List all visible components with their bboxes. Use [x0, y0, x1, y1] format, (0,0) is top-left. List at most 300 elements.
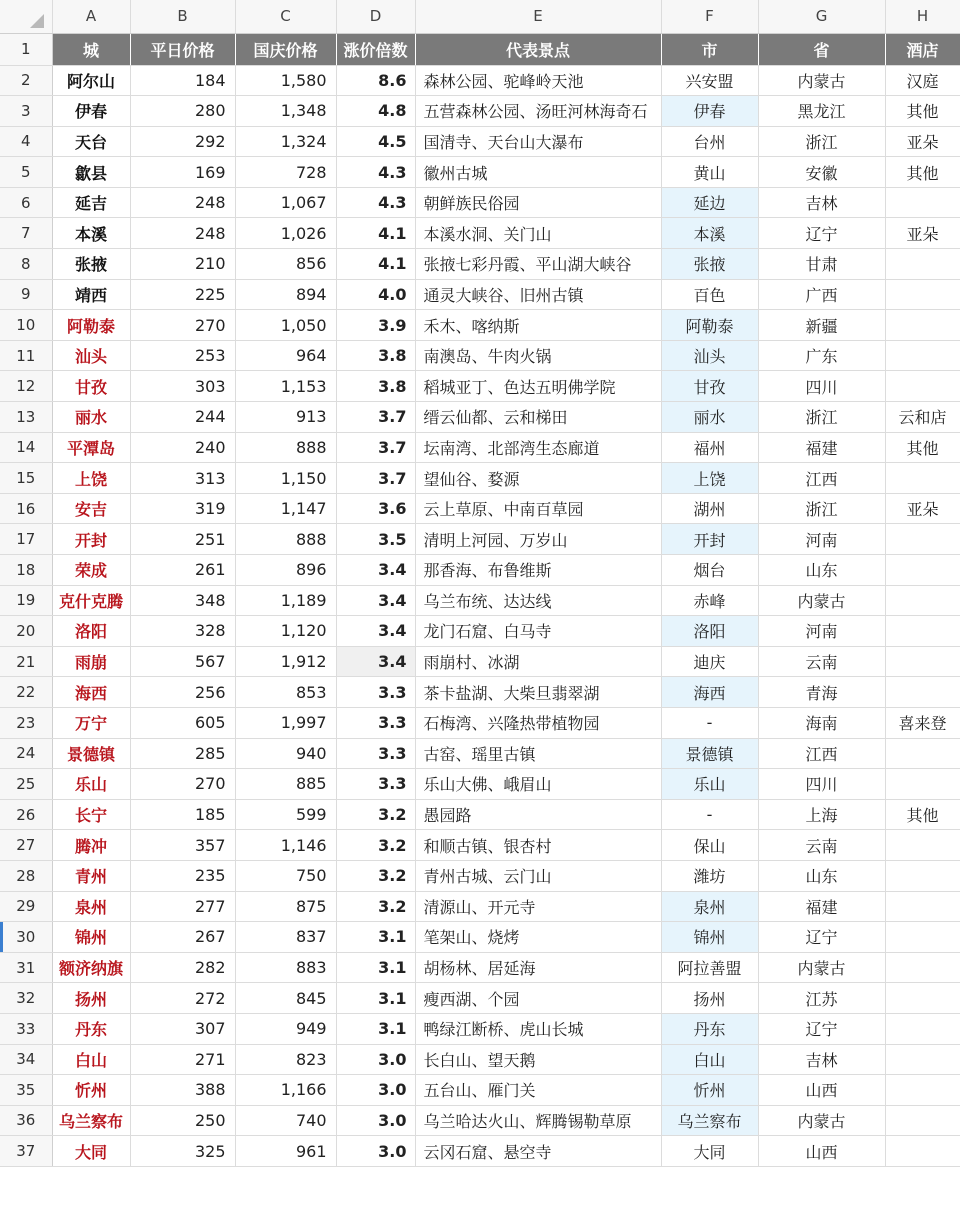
- national-day-price-cell[interactable]: 1,580: [235, 65, 336, 96]
- row-number[interactable]: 36: [0, 1105, 52, 1136]
- attractions-cell[interactable]: 坛南湾、北部湾生态廊道: [415, 432, 661, 463]
- weekday-price-cell[interactable]: 235: [130, 860, 235, 891]
- hotel-cell[interactable]: [885, 983, 960, 1014]
- city-cell[interactable]: 天台: [52, 126, 130, 157]
- national-day-price-cell[interactable]: 896: [235, 555, 336, 586]
- prefecture-cell[interactable]: 保山: [661, 830, 758, 861]
- attractions-cell[interactable]: 清明上河园、万岁山: [415, 524, 661, 555]
- national-day-price-cell[interactable]: 949: [235, 1013, 336, 1044]
- row-number[interactable]: 8: [0, 249, 52, 280]
- attractions-cell[interactable]: 龙门石窟、白马寺: [415, 616, 661, 647]
- prefecture-cell[interactable]: 丹东: [661, 1013, 758, 1044]
- attractions-cell[interactable]: 古窑、瑶里古镇: [415, 738, 661, 769]
- price-multiple-cell[interactable]: 3.2: [336, 860, 415, 891]
- city-cell[interactable]: 歙县: [52, 157, 130, 188]
- hotel-cell[interactable]: 亚朵: [885, 493, 960, 524]
- national-day-price-cell[interactable]: 837: [235, 922, 336, 953]
- row-number[interactable]: 2: [0, 65, 52, 96]
- price-multiple-cell[interactable]: 3.4: [336, 616, 415, 647]
- hotel-cell[interactable]: 其他: [885, 157, 960, 188]
- prefecture-cell[interactable]: 忻州: [661, 1075, 758, 1106]
- city-cell[interactable]: 伊春: [52, 96, 130, 127]
- weekday-price-cell[interactable]: 248: [130, 187, 235, 218]
- city-cell[interactable]: 丹东: [52, 1013, 130, 1044]
- city-cell[interactable]: 开封: [52, 524, 130, 555]
- national-day-price-cell[interactable]: 1,997: [235, 707, 336, 738]
- weekday-price-cell[interactable]: 357: [130, 830, 235, 861]
- city-cell[interactable]: 海西: [52, 677, 130, 708]
- province-cell[interactable]: 福建: [758, 432, 885, 463]
- province-cell[interactable]: 山东: [758, 860, 885, 891]
- select-all-corner-icon[interactable]: [30, 14, 44, 28]
- attractions-cell[interactable]: 徽州古城: [415, 157, 661, 188]
- price-multiple-cell[interactable]: 4.0: [336, 279, 415, 310]
- weekday-price-cell[interactable]: 225: [130, 279, 235, 310]
- prefecture-cell[interactable]: 上饶: [661, 463, 758, 494]
- price-multiple-cell[interactable]: 3.8: [336, 340, 415, 371]
- prefecture-cell[interactable]: 丽水: [661, 402, 758, 433]
- weekday-price-cell[interactable]: 272: [130, 983, 235, 1014]
- hotel-cell[interactable]: [885, 371, 960, 402]
- row-number[interactable]: 4: [0, 126, 52, 157]
- weekday-price-cell[interactable]: 210: [130, 249, 235, 280]
- prefecture-cell[interactable]: 乐山: [661, 769, 758, 800]
- province-cell[interactable]: 福建: [758, 891, 885, 922]
- weekday-price-cell[interactable]: 270: [130, 310, 235, 341]
- column-letter[interactable]: D: [336, 0, 415, 33]
- corner-cell[interactable]: [0, 0, 52, 33]
- row-number[interactable]: 10: [0, 310, 52, 341]
- city-cell[interactable]: 景德镇: [52, 738, 130, 769]
- attractions-cell[interactable]: 森林公园、驼峰岭天池: [415, 65, 661, 96]
- prefecture-cell[interactable]: 黄山: [661, 157, 758, 188]
- row-number[interactable]: 16: [0, 493, 52, 524]
- header-prefecture[interactable]: 市: [661, 33, 758, 65]
- province-cell[interactable]: 上海: [758, 799, 885, 830]
- price-multiple-cell[interactable]: 3.3: [336, 707, 415, 738]
- city-cell[interactable]: 扬州: [52, 983, 130, 1014]
- hotel-cell[interactable]: [885, 891, 960, 922]
- national-day-price-cell[interactable]: 728: [235, 157, 336, 188]
- attractions-cell[interactable]: 本溪水洞、关门山: [415, 218, 661, 249]
- row-number[interactable]: 30: [0, 922, 52, 953]
- national-day-price-cell[interactable]: 961: [235, 1136, 336, 1167]
- city-cell[interactable]: 乌兰察布: [52, 1105, 130, 1136]
- province-cell[interactable]: 广东: [758, 340, 885, 371]
- attractions-cell[interactable]: 缙云仙都、云和梯田: [415, 402, 661, 433]
- row-number[interactable]: 21: [0, 646, 52, 677]
- price-multiple-cell[interactable]: 3.1: [336, 922, 415, 953]
- hotel-cell[interactable]: [885, 616, 960, 647]
- hotel-cell[interactable]: [885, 922, 960, 953]
- province-cell[interactable]: 甘肃: [758, 249, 885, 280]
- price-multiple-cell[interactable]: 3.4: [336, 646, 415, 677]
- hotel-cell[interactable]: [885, 646, 960, 677]
- price-multiple-cell[interactable]: 3.3: [336, 769, 415, 800]
- row-number[interactable]: 13: [0, 402, 52, 433]
- national-day-price-cell[interactable]: 599: [235, 799, 336, 830]
- city-cell[interactable]: 汕头: [52, 340, 130, 371]
- hotel-cell[interactable]: [885, 524, 960, 555]
- province-cell[interactable]: 内蒙古: [758, 952, 885, 983]
- weekday-price-cell[interactable]: 280: [130, 96, 235, 127]
- price-multiple-cell[interactable]: 3.7: [336, 432, 415, 463]
- column-letter[interactable]: A: [52, 0, 130, 33]
- weekday-price-cell[interactable]: 319: [130, 493, 235, 524]
- prefecture-cell[interactable]: 潍坊: [661, 860, 758, 891]
- header-attractions[interactable]: 代表景点: [415, 33, 661, 65]
- hotel-cell[interactable]: 其他: [885, 96, 960, 127]
- province-cell[interactable]: 河南: [758, 616, 885, 647]
- city-cell[interactable]: 万宁: [52, 707, 130, 738]
- hotel-cell[interactable]: [885, 585, 960, 616]
- national-day-price-cell[interactable]: 856: [235, 249, 336, 280]
- prefecture-cell[interactable]: -: [661, 799, 758, 830]
- national-day-price-cell[interactable]: 964: [235, 340, 336, 371]
- national-day-price-cell[interactable]: 823: [235, 1044, 336, 1075]
- row-number[interactable]: 22: [0, 677, 52, 708]
- national-day-price-cell[interactable]: 740: [235, 1105, 336, 1136]
- hotel-cell[interactable]: [885, 340, 960, 371]
- hotel-cell[interactable]: [885, 1075, 960, 1106]
- attractions-cell[interactable]: 南澳岛、牛肉火锅: [415, 340, 661, 371]
- prefecture-cell[interactable]: 福州: [661, 432, 758, 463]
- column-letter[interactable]: F: [661, 0, 758, 33]
- hotel-cell[interactable]: [885, 830, 960, 861]
- weekday-price-cell[interactable]: 169: [130, 157, 235, 188]
- attractions-cell[interactable]: 那香海、布鲁维斯: [415, 555, 661, 586]
- city-cell[interactable]: 靖西: [52, 279, 130, 310]
- weekday-price-cell[interactable]: 388: [130, 1075, 235, 1106]
- national-day-price-cell[interactable]: 1,050: [235, 310, 336, 341]
- weekday-price-cell[interactable]: 248: [130, 218, 235, 249]
- weekday-price-cell[interactable]: 240: [130, 432, 235, 463]
- city-cell[interactable]: 安吉: [52, 493, 130, 524]
- prefecture-cell[interactable]: 景德镇: [661, 738, 758, 769]
- price-multiple-cell[interactable]: 3.4: [336, 585, 415, 616]
- prefecture-cell[interactable]: 台州: [661, 126, 758, 157]
- row-number[interactable]: 28: [0, 860, 52, 891]
- national-day-price-cell[interactable]: 1,912: [235, 646, 336, 677]
- hotel-cell[interactable]: [885, 677, 960, 708]
- column-letter[interactable]: C: [235, 0, 336, 33]
- row-number[interactable]: 31: [0, 952, 52, 983]
- province-cell[interactable]: 吉林: [758, 187, 885, 218]
- hotel-cell[interactable]: 其他: [885, 432, 960, 463]
- hotel-cell[interactable]: [885, 187, 960, 218]
- weekday-price-cell[interactable]: 270: [130, 769, 235, 800]
- hotel-cell[interactable]: [885, 310, 960, 341]
- weekday-price-cell[interactable]: 256: [130, 677, 235, 708]
- hotel-cell[interactable]: 亚朵: [885, 218, 960, 249]
- hotel-cell[interactable]: [885, 1013, 960, 1044]
- row-number[interactable]: 19: [0, 585, 52, 616]
- city-cell[interactable]: 平潭岛: [52, 432, 130, 463]
- national-day-price-cell[interactable]: 940: [235, 738, 336, 769]
- weekday-price-cell[interactable]: 251: [130, 524, 235, 555]
- province-cell[interactable]: 浙江: [758, 402, 885, 433]
- province-cell[interactable]: 江西: [758, 463, 885, 494]
- weekday-price-cell[interactable]: 244: [130, 402, 235, 433]
- row-number[interactable]: 34: [0, 1044, 52, 1075]
- row-number[interactable]: 6: [0, 187, 52, 218]
- hotel-cell[interactable]: [885, 860, 960, 891]
- hotel-cell[interactable]: [885, 1136, 960, 1167]
- province-cell[interactable]: 广西: [758, 279, 885, 310]
- prefecture-cell[interactable]: 泉州: [661, 891, 758, 922]
- price-multiple-cell[interactable]: 4.1: [336, 218, 415, 249]
- attractions-cell[interactable]: 望仙谷、婺源: [415, 463, 661, 494]
- row-number[interactable]: 24: [0, 738, 52, 769]
- province-cell[interactable]: 四川: [758, 371, 885, 402]
- province-cell[interactable]: 山东: [758, 555, 885, 586]
- row-number[interactable]: 14: [0, 432, 52, 463]
- national-day-price-cell[interactable]: 1,153: [235, 371, 336, 402]
- weekday-price-cell[interactable]: 567: [130, 646, 235, 677]
- national-day-price-cell[interactable]: 883: [235, 952, 336, 983]
- header-city[interactable]: 城: [52, 33, 130, 65]
- weekday-price-cell[interactable]: 325: [130, 1136, 235, 1167]
- province-cell[interactable]: 黑龙江: [758, 96, 885, 127]
- national-day-price-cell[interactable]: 913: [235, 402, 336, 433]
- price-multiple-cell[interactable]: 4.3: [336, 157, 415, 188]
- price-multiple-cell[interactable]: 3.5: [336, 524, 415, 555]
- weekday-price-cell[interactable]: 271: [130, 1044, 235, 1075]
- row-number[interactable]: 26: [0, 799, 52, 830]
- province-cell[interactable]: 河南: [758, 524, 885, 555]
- weekday-price-cell[interactable]: 285: [130, 738, 235, 769]
- hotel-cell[interactable]: 汉庭: [885, 65, 960, 96]
- weekday-price-cell[interactable]: 277: [130, 891, 235, 922]
- city-cell[interactable]: 本溪: [52, 218, 130, 249]
- hotel-cell[interactable]: 云和店: [885, 402, 960, 433]
- national-day-price-cell[interactable]: 1,189: [235, 585, 336, 616]
- weekday-price-cell[interactable]: 313: [130, 463, 235, 494]
- province-cell[interactable]: 内蒙古: [758, 585, 885, 616]
- city-cell[interactable]: 忻州: [52, 1075, 130, 1106]
- attractions-cell[interactable]: 石梅湾、兴隆热带植物园: [415, 707, 661, 738]
- province-cell[interactable]: 吉林: [758, 1044, 885, 1075]
- national-day-price-cell[interactable]: 894: [235, 279, 336, 310]
- city-cell[interactable]: 洛阳: [52, 616, 130, 647]
- prefecture-cell[interactable]: 开封: [661, 524, 758, 555]
- prefecture-cell[interactable]: 兴安盟: [661, 65, 758, 96]
- prefecture-cell[interactable]: 汕头: [661, 340, 758, 371]
- province-cell[interactable]: 江西: [758, 738, 885, 769]
- province-cell[interactable]: 海南: [758, 707, 885, 738]
- prefecture-cell[interactable]: 甘孜: [661, 371, 758, 402]
- province-cell[interactable]: 山西: [758, 1075, 885, 1106]
- row-number[interactable]: 33: [0, 1013, 52, 1044]
- national-day-price-cell[interactable]: 1,348: [235, 96, 336, 127]
- national-day-price-cell[interactable]: 888: [235, 524, 336, 555]
- national-day-price-cell[interactable]: 1,166: [235, 1075, 336, 1106]
- city-cell[interactable]: 白山: [52, 1044, 130, 1075]
- hotel-cell[interactable]: 其他: [885, 799, 960, 830]
- price-multiple-cell[interactable]: 4.5: [336, 126, 415, 157]
- prefecture-cell[interactable]: 扬州: [661, 983, 758, 1014]
- weekday-price-cell[interactable]: 605: [130, 707, 235, 738]
- city-cell[interactable]: 荣成: [52, 555, 130, 586]
- price-multiple-cell[interactable]: 3.3: [336, 677, 415, 708]
- national-day-price-cell[interactable]: 853: [235, 677, 336, 708]
- attractions-cell[interactable]: 朝鲜族民俗园: [415, 187, 661, 218]
- city-cell[interactable]: 张掖: [52, 249, 130, 280]
- province-cell[interactable]: 云南: [758, 646, 885, 677]
- price-multiple-cell[interactable]: 3.2: [336, 799, 415, 830]
- prefecture-cell[interactable]: 阿拉善盟: [661, 952, 758, 983]
- prefecture-cell[interactable]: 百色: [661, 279, 758, 310]
- weekday-price-cell[interactable]: 292: [130, 126, 235, 157]
- price-multiple-cell[interactable]: 8.6: [336, 65, 415, 96]
- prefecture-cell[interactable]: 本溪: [661, 218, 758, 249]
- hotel-cell[interactable]: [885, 1105, 960, 1136]
- row-number[interactable]: 29: [0, 891, 52, 922]
- price-multiple-cell[interactable]: 3.2: [336, 830, 415, 861]
- row-number[interactable]: 12: [0, 371, 52, 402]
- row-number[interactable]: 11: [0, 340, 52, 371]
- price-multiple-cell[interactable]: 3.2: [336, 891, 415, 922]
- row-number[interactable]: 5: [0, 157, 52, 188]
- hotel-cell[interactable]: [885, 952, 960, 983]
- city-cell[interactable]: 阿尔山: [52, 65, 130, 96]
- city-cell[interactable]: 泉州: [52, 891, 130, 922]
- weekday-price-cell[interactable]: 282: [130, 952, 235, 983]
- row-number[interactable]: 7: [0, 218, 52, 249]
- row-number[interactable]: 23: [0, 707, 52, 738]
- national-day-price-cell[interactable]: 1,150: [235, 463, 336, 494]
- prefecture-cell[interactable]: 延边: [661, 187, 758, 218]
- price-multiple-cell[interactable]: 3.0: [336, 1136, 415, 1167]
- national-day-price-cell[interactable]: 845: [235, 983, 336, 1014]
- attractions-cell[interactable]: 瘦西湖、个园: [415, 983, 661, 1014]
- attractions-cell[interactable]: 国清寺、天台山大瀑布: [415, 126, 661, 157]
- attractions-cell[interactable]: 通灵大峡谷、旧州古镇: [415, 279, 661, 310]
- weekday-price-cell[interactable]: 253: [130, 340, 235, 371]
- province-cell[interactable]: 安徽: [758, 157, 885, 188]
- weekday-price-cell[interactable]: 303: [130, 371, 235, 402]
- price-multiple-cell[interactable]: 4.3: [336, 187, 415, 218]
- national-day-price-cell[interactable]: 1,067: [235, 187, 336, 218]
- row-number[interactable]: 3: [0, 96, 52, 127]
- hotel-cell[interactable]: 亚朵: [885, 126, 960, 157]
- national-day-price-cell[interactable]: 750: [235, 860, 336, 891]
- attractions-cell[interactable]: 长白山、望天鹅: [415, 1044, 661, 1075]
- province-cell[interactable]: 辽宁: [758, 1013, 885, 1044]
- city-cell[interactable]: 阿勒泰: [52, 310, 130, 341]
- city-cell[interactable]: 青州: [52, 860, 130, 891]
- attractions-cell[interactable]: 云冈石窟、悬空寺: [415, 1136, 661, 1167]
- price-multiple-cell[interactable]: 4.1: [336, 249, 415, 280]
- price-multiple-cell[interactable]: 3.3: [336, 738, 415, 769]
- attractions-cell[interactable]: 茶卡盐湖、大柴旦翡翠湖: [415, 677, 661, 708]
- row-number[interactable]: 15: [0, 463, 52, 494]
- attractions-cell[interactable]: 乌兰哈达火山、辉腾锡勒草原: [415, 1105, 661, 1136]
- price-multiple-cell[interactable]: 3.1: [336, 1013, 415, 1044]
- hotel-cell[interactable]: [885, 463, 960, 494]
- row-number[interactable]: 20: [0, 616, 52, 647]
- price-multiple-cell[interactable]: 3.1: [336, 952, 415, 983]
- attractions-cell[interactable]: 青州古城、云门山: [415, 860, 661, 891]
- row-number[interactable]: 18: [0, 555, 52, 586]
- weekday-price-cell[interactable]: 267: [130, 922, 235, 953]
- prefecture-cell[interactable]: -: [661, 707, 758, 738]
- attractions-cell[interactable]: 乌兰布统、达达线: [415, 585, 661, 616]
- attractions-cell[interactable]: 笔架山、烧烤: [415, 922, 661, 953]
- column-letter[interactable]: E: [415, 0, 661, 33]
- attractions-cell[interactable]: 五营森林公园、汤旺河林海奇石: [415, 96, 661, 127]
- attractions-cell[interactable]: 禾木、喀纳斯: [415, 310, 661, 341]
- province-cell[interactable]: 云南: [758, 830, 885, 861]
- header-hotel[interactable]: 酒店: [885, 33, 960, 65]
- attractions-cell[interactable]: 五台山、雁门关: [415, 1075, 661, 1106]
- prefecture-cell[interactable]: 锦州: [661, 922, 758, 953]
- weekday-price-cell[interactable]: 184: [130, 65, 235, 96]
- city-cell[interactable]: 上饶: [52, 463, 130, 494]
- city-cell[interactable]: 克什克腾: [52, 585, 130, 616]
- province-cell[interactable]: 青海: [758, 677, 885, 708]
- header-national-day-price[interactable]: 国庆价格: [235, 33, 336, 65]
- header-province[interactable]: 省: [758, 33, 885, 65]
- province-cell[interactable]: 四川: [758, 769, 885, 800]
- weekday-price-cell[interactable]: 348: [130, 585, 235, 616]
- national-day-price-cell[interactable]: 888: [235, 432, 336, 463]
- national-day-price-cell[interactable]: 1,146: [235, 830, 336, 861]
- header-price-multiple[interactable]: 涨价倍数: [336, 33, 415, 65]
- national-day-price-cell[interactable]: 875: [235, 891, 336, 922]
- attractions-cell[interactable]: 稻城亚丁、色达五明佛学院: [415, 371, 661, 402]
- hotel-cell[interactable]: [885, 738, 960, 769]
- attractions-cell[interactable]: 张掖七彩丹霞、平山湖大峡谷: [415, 249, 661, 280]
- province-cell[interactable]: 辽宁: [758, 218, 885, 249]
- city-cell[interactable]: 甘孜: [52, 371, 130, 402]
- prefecture-cell[interactable]: 烟台: [661, 555, 758, 586]
- price-multiple-cell[interactable]: 3.6: [336, 493, 415, 524]
- price-multiple-cell[interactable]: 3.4: [336, 555, 415, 586]
- row-number[interactable]: 32: [0, 983, 52, 1014]
- city-cell[interactable]: 丽水: [52, 402, 130, 433]
- prefecture-cell[interactable]: 张掖: [661, 249, 758, 280]
- row-number[interactable]: 1: [0, 33, 52, 65]
- prefecture-cell[interactable]: 阿勒泰: [661, 310, 758, 341]
- city-cell[interactable]: 雨崩: [52, 646, 130, 677]
- prefecture-cell[interactable]: 湖州: [661, 493, 758, 524]
- attractions-cell[interactable]: 和顺古镇、银杏村: [415, 830, 661, 861]
- prefecture-cell[interactable]: 赤峰: [661, 585, 758, 616]
- hotel-cell[interactable]: 喜来登: [885, 707, 960, 738]
- national-day-price-cell[interactable]: 1,147: [235, 493, 336, 524]
- price-multiple-cell[interactable]: 3.0: [336, 1105, 415, 1136]
- prefecture-cell[interactable]: 海西: [661, 677, 758, 708]
- row-number[interactable]: 37: [0, 1136, 52, 1167]
- price-multiple-cell[interactable]: 3.7: [336, 463, 415, 494]
- weekday-price-cell[interactable]: 250: [130, 1105, 235, 1136]
- price-multiple-cell[interactable]: 3.1: [336, 983, 415, 1014]
- city-cell[interactable]: 大同: [52, 1136, 130, 1167]
- header-weekday-price[interactable]: 平日价格: [130, 33, 235, 65]
- price-multiple-cell[interactable]: 3.7: [336, 402, 415, 433]
- national-day-price-cell[interactable]: 1,026: [235, 218, 336, 249]
- attractions-cell[interactable]: 乐山大佛、峨眉山: [415, 769, 661, 800]
- prefecture-cell[interactable]: 迪庆: [661, 646, 758, 677]
- prefecture-cell[interactable]: 白山: [661, 1044, 758, 1075]
- hotel-cell[interactable]: [885, 769, 960, 800]
- hotel-cell[interactable]: [885, 1044, 960, 1075]
- hotel-cell[interactable]: [885, 555, 960, 586]
- price-multiple-cell[interactable]: 3.0: [336, 1075, 415, 1106]
- price-multiple-cell[interactable]: 3.9: [336, 310, 415, 341]
- city-cell[interactable]: 锦州: [52, 922, 130, 953]
